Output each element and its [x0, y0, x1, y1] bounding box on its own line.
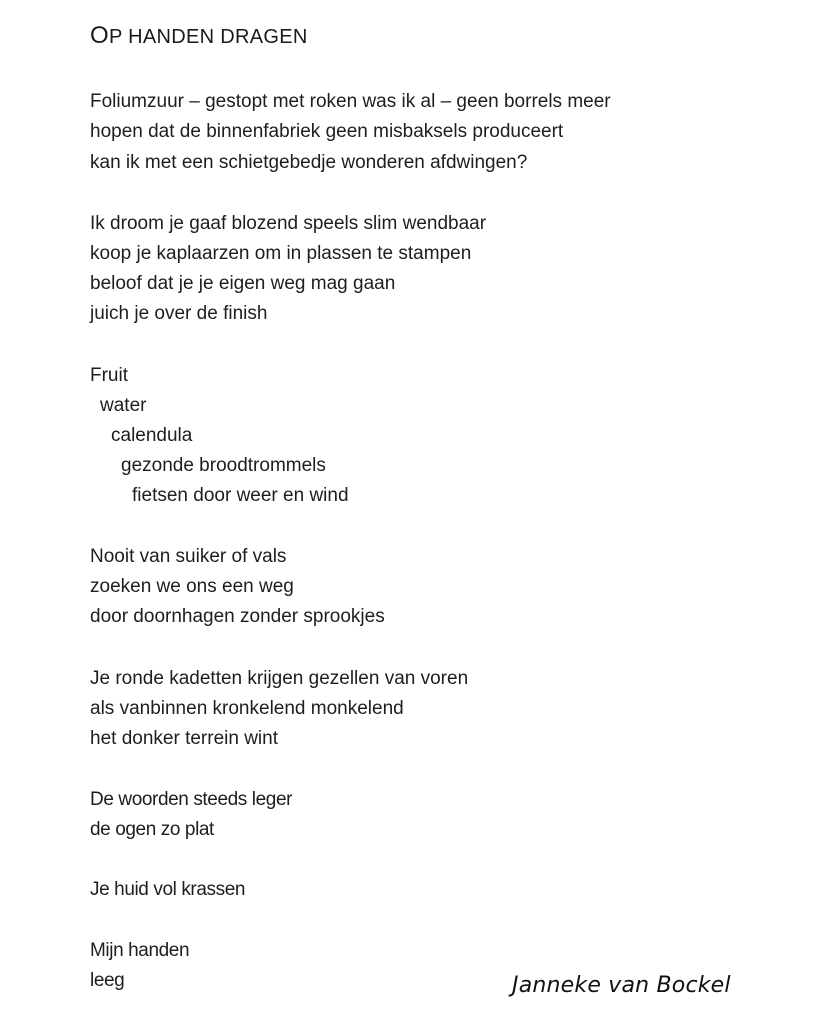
poem-line: Foliumzuur – gestopt met roken was ik al – geen borrels meer: [90, 91, 611, 112]
poem-line: Nooit van suiker of vals: [90, 546, 287, 567]
poem-line: hopen dat de binnenfabriek geen misbaksels produceert: [90, 121, 564, 142]
poem-line: beloof dat je je eigen weg mag gaan: [90, 273, 396, 294]
poem-line: leeg: [90, 970, 125, 991]
poem-line: kan ik met een schietgebedje wonderen afdwingen?: [90, 152, 528, 173]
poem-title-initial: O: [90, 22, 109, 49]
poem-line: fietsen door weer en wind: [132, 485, 349, 506]
poem-line: het donker terrein wint: [90, 728, 278, 749]
poem-line: Ik droom je gaaf blozend speels slim wendbaar: [90, 213, 487, 234]
poem-line: koop je kaplaarzen om in plassen te stampen: [90, 243, 472, 264]
poem-line: juich je over de finish: [90, 303, 268, 324]
poem-line: Je huid vol krassen: [90, 879, 246, 900]
poem-line: calendula: [111, 425, 193, 446]
poem-line: gezonde broodtrommels: [121, 455, 326, 476]
poem-line: de ogen zo plat: [90, 819, 214, 840]
poem-title: [90, 22, 308, 50]
poem-line: Je ronde kadetten krijgen gezellen van voren: [90, 668, 469, 689]
poem-line: Mijn handen: [90, 940, 190, 961]
author-signature: Janneke van Bockel: [512, 973, 731, 998]
poem-line: zoeken we ons een weg: [90, 576, 294, 597]
poem-line: Fruit: [90, 365, 128, 386]
poem-line: als vanbinnen kronkelend monkelend: [90, 698, 404, 719]
poem-title-rest: P HANDEN DRAGEN: [108, 26, 308, 48]
poem-line: door doornhagen zonder sprookjes: [90, 606, 385, 627]
poem-line: De woorden steeds leger: [90, 789, 293, 810]
poem-line: water: [100, 395, 147, 416]
